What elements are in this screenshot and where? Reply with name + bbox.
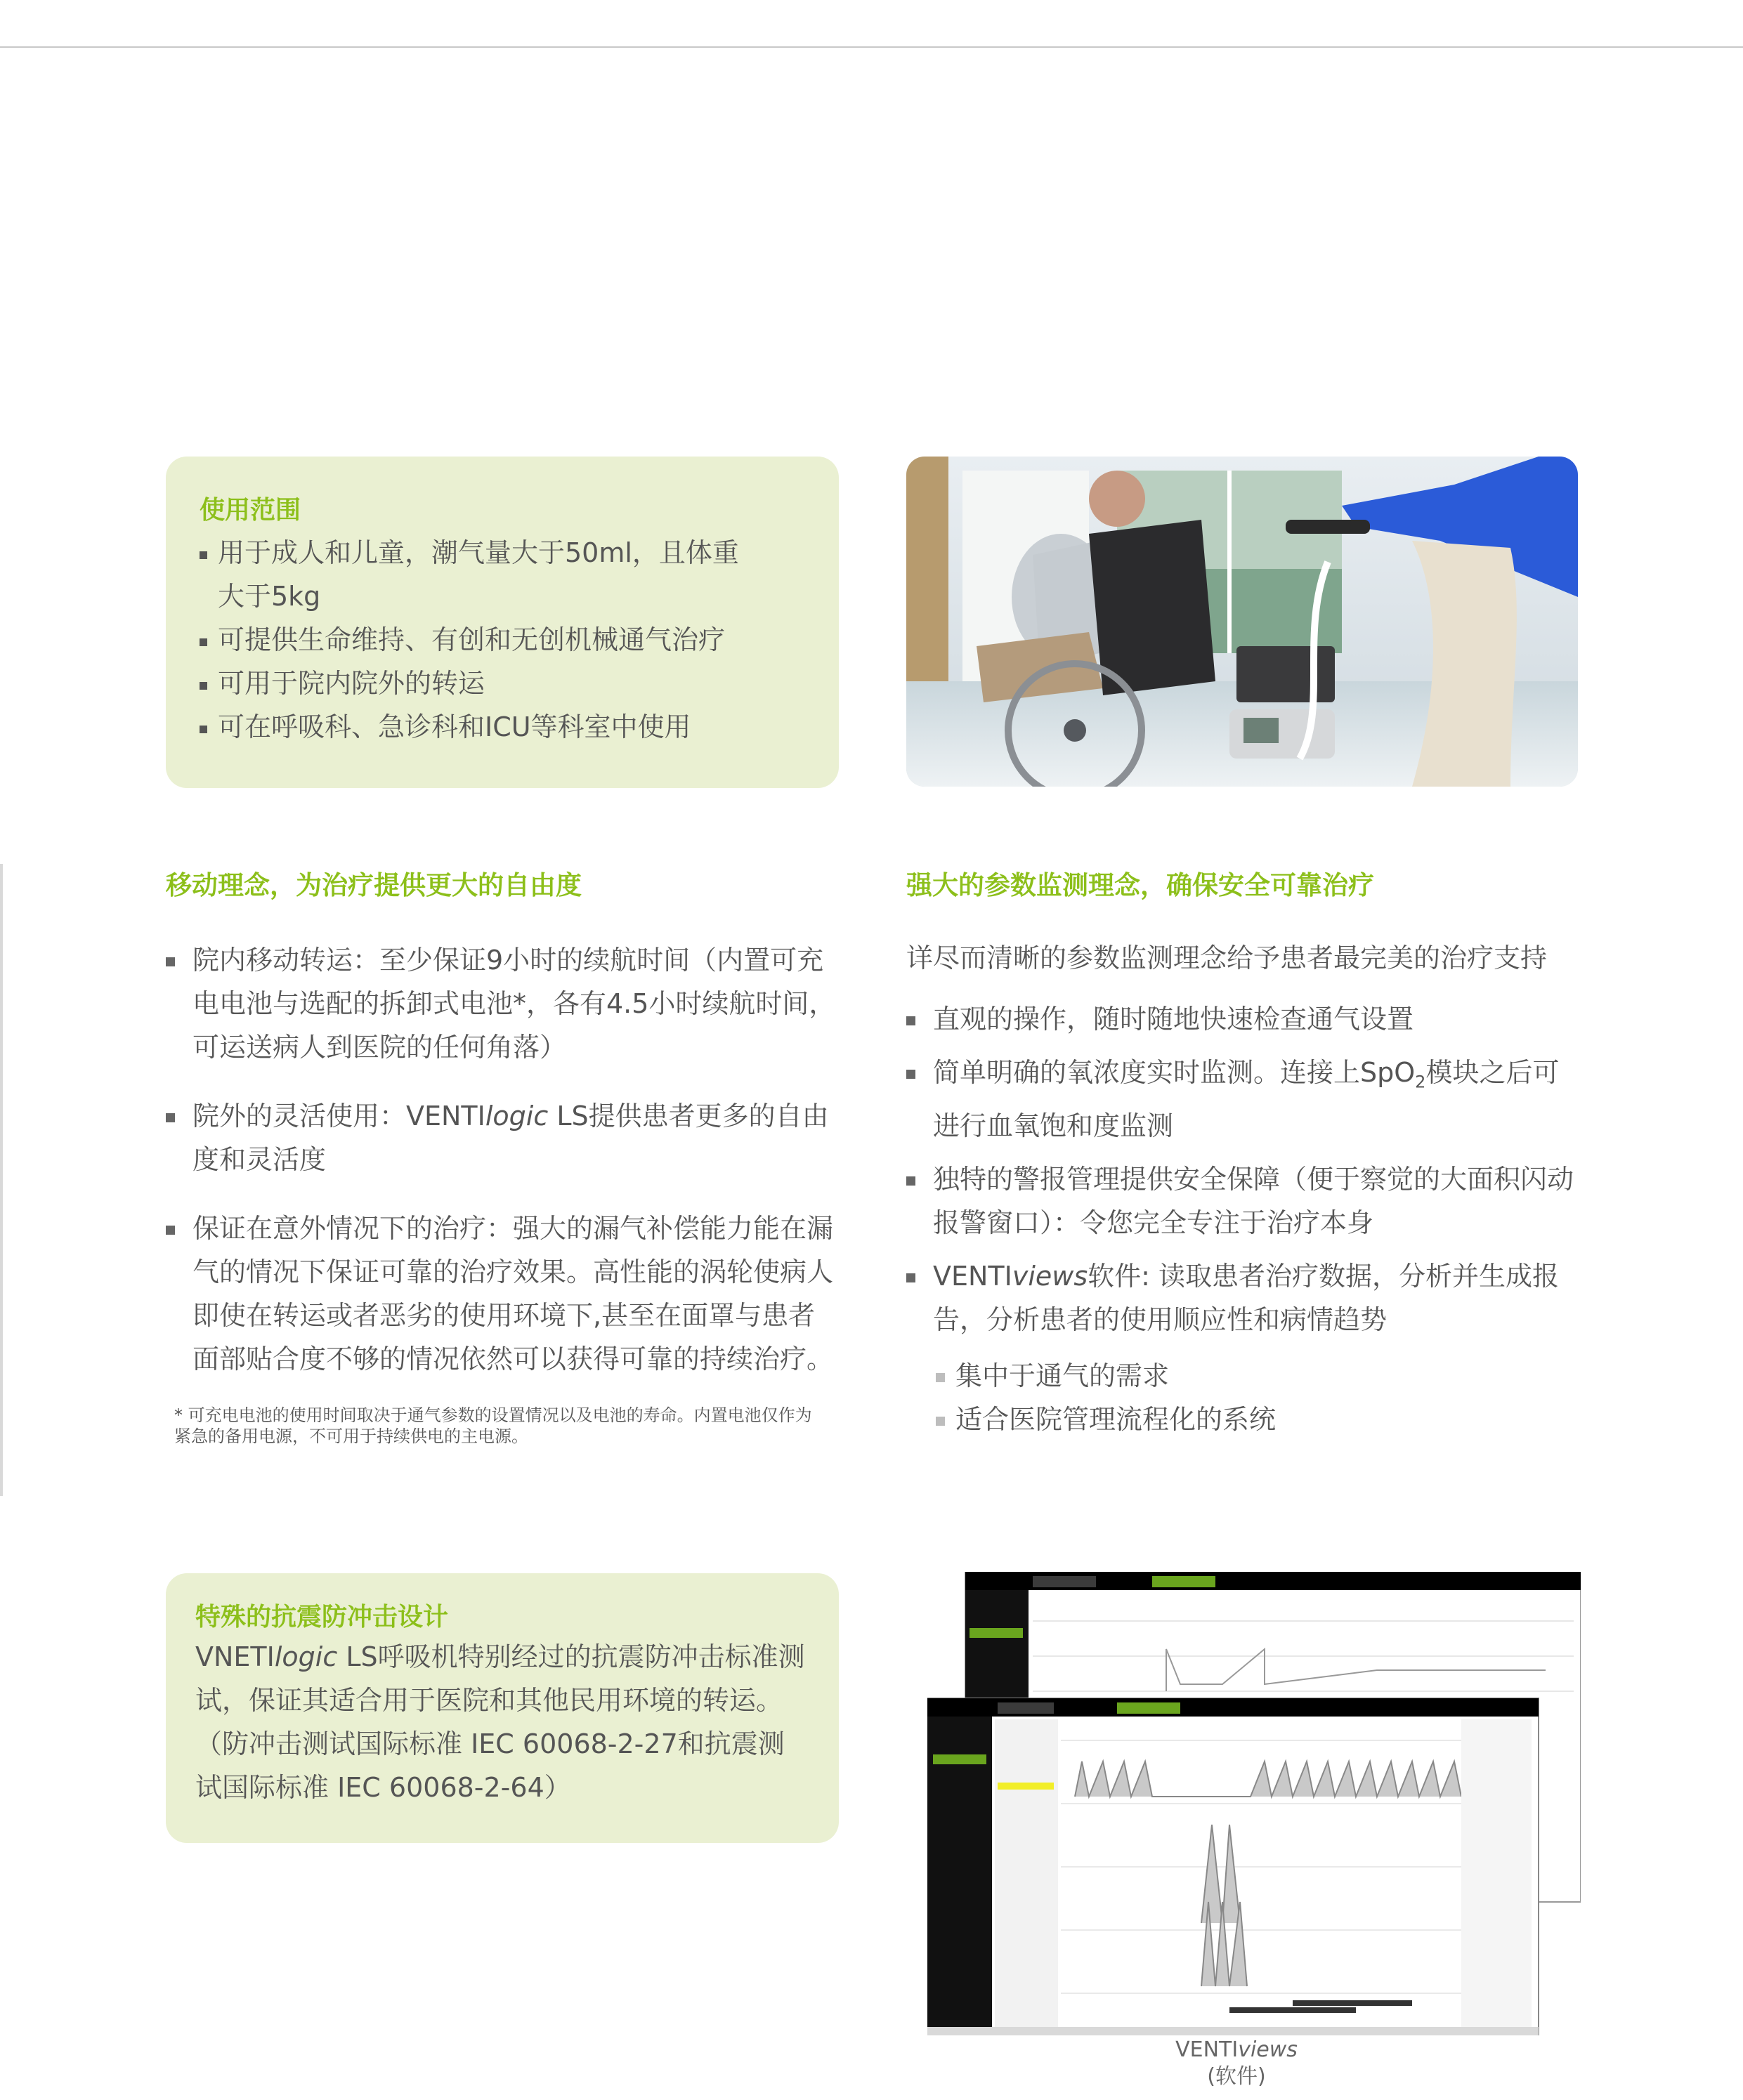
- usage-scope-box: [166, 457, 839, 788]
- monitoring-intro: 详尽而清晰的参数监测理念给予患者最完美的治疗支持: [906, 943, 1548, 973]
- mobility-item-leak: 保证在意外情况下的治疗：强大的漏气补偿能力能在漏气的情况下保证可靠的治疗效果。高性能的涡轮使病人即使在转运或者恶劣的使用环境下,甚至在面罩与患者面部贴合度不够的情况依然可以获得可靠的持续治疗。: [166, 1207, 840, 1381]
- software-text-b: 软件: 读取患者治疗数据，分析并生成报告，分析患者的使用顺应性和病情趋势: [933, 1260, 1560, 1335]
- monitoring-item-software: [906, 1254, 1581, 1341]
- outdoor-text-b: LS提供患者更多的自由度和灵活度: [192, 1101, 829, 1175]
- monitoring-title: 强大的参数监测理念，确保安全可靠治疗: [906, 870, 1374, 900]
- usage-item-2: 可提供生命维持、有创和无创机械通气治疗: [200, 618, 748, 662]
- shock-design-title: 特殊的抗震防冲击设计: [195, 1603, 449, 1632]
- software-caption: [1124, 2037, 1349, 2090]
- shock-text-a: VNETI: [195, 1641, 275, 1672]
- software-subitem-1: 集中于通气的需求: [936, 1354, 1568, 1398]
- monitoring-list: [906, 997, 1581, 1351]
- mobility-item-outdoor: [166, 1094, 840, 1181]
- mobility-title: 移动理念，为治疗提供更大的自由度: [166, 870, 582, 900]
- photo-illustration: [906, 457, 1578, 787]
- software-text-views: views: [1012, 1260, 1088, 1292]
- ventiviews-screenshots: [927, 1572, 1581, 2035]
- usage-scope-title: 使用范围: [200, 496, 301, 525]
- top-divider: [0, 46, 1743, 48]
- usage-scope-list: [200, 531, 748, 749]
- outdoor-text-logic: logic: [485, 1101, 549, 1131]
- wheelchair-transport-photo: [906, 457, 1578, 787]
- caption-line-1: [1124, 2037, 1349, 2063]
- battery-footnote: * 可充电电池的使用时间取决于通气参数的设置情况以及电池的寿命。内置电池仅作为紧急的备用电源，不可用于持续供电的主电源。: [174, 1405, 812, 1446]
- shock-text-logic: logic: [274, 1641, 338, 1672]
- caption-prefix: VENTI: [1175, 2037, 1239, 2062]
- usage-item-1: 用于成人和儿童，潮气量大于50ml，且体重大于5kg: [200, 531, 748, 618]
- caption-line-2: (软件): [1207, 2064, 1266, 2089]
- monitoring-item-oxygen: [906, 1051, 1581, 1148]
- mobility-list: [166, 938, 840, 1406]
- page-edge-bar: [0, 864, 3, 1496]
- outdoor-text-a: 院外的灵活使用：VENTI: [192, 1101, 485, 1131]
- software-subitem-2: 适合医院管理流程化的系统: [936, 1398, 1568, 1441]
- oxygen-text-a: 简单明确的氧浓度实时监测。连接上SpO: [933, 1057, 1416, 1088]
- oxygen-text-b: 模块之后可进行血氧饱和度监测: [933, 1057, 1560, 1141]
- shock-design-text: [195, 1635, 807, 1809]
- shock-text-b: LS呼吸机特别经过的抗震防冲击标准测试，保证其适合用于医院和其他民用环境的转运。（防冲击测试国际标准 IEC 60068-2-27和抗震测试国际标准 IEC 60068-2-64）: [195, 1641, 805, 1803]
- software-screenshot-illustration: [927, 1572, 1581, 2035]
- caption-italic: views: [1238, 2037, 1298, 2062]
- shock-design-box: [166, 1573, 839, 1843]
- software-text-a: VENTI: [933, 1260, 1012, 1292]
- usage-item-4: 可在呼吸科、急诊科和ICU等科室中使用: [200, 705, 748, 749]
- monitoring-item-alarm: 独特的警报管理提供安全保障（便于察觉的大面积闪动报警窗口）：令您完全专注于治疗本身: [906, 1157, 1581, 1245]
- mobility-item-inhospital: 院内移动转运：至少保证9小时的续航时间（内置可充电电池与选配的拆卸式电池*，各有4.5小时续航时间，可运送病人到医院的任何角落）: [166, 938, 840, 1069]
- oxygen-subscript: 2: [1415, 1072, 1426, 1092]
- software-sublist: [936, 1354, 1568, 1441]
- usage-item-3: 可用于院内院外的转运: [200, 662, 748, 705]
- monitoring-item-operation: 直观的操作，随时随地快速检查通气设置: [906, 997, 1581, 1041]
